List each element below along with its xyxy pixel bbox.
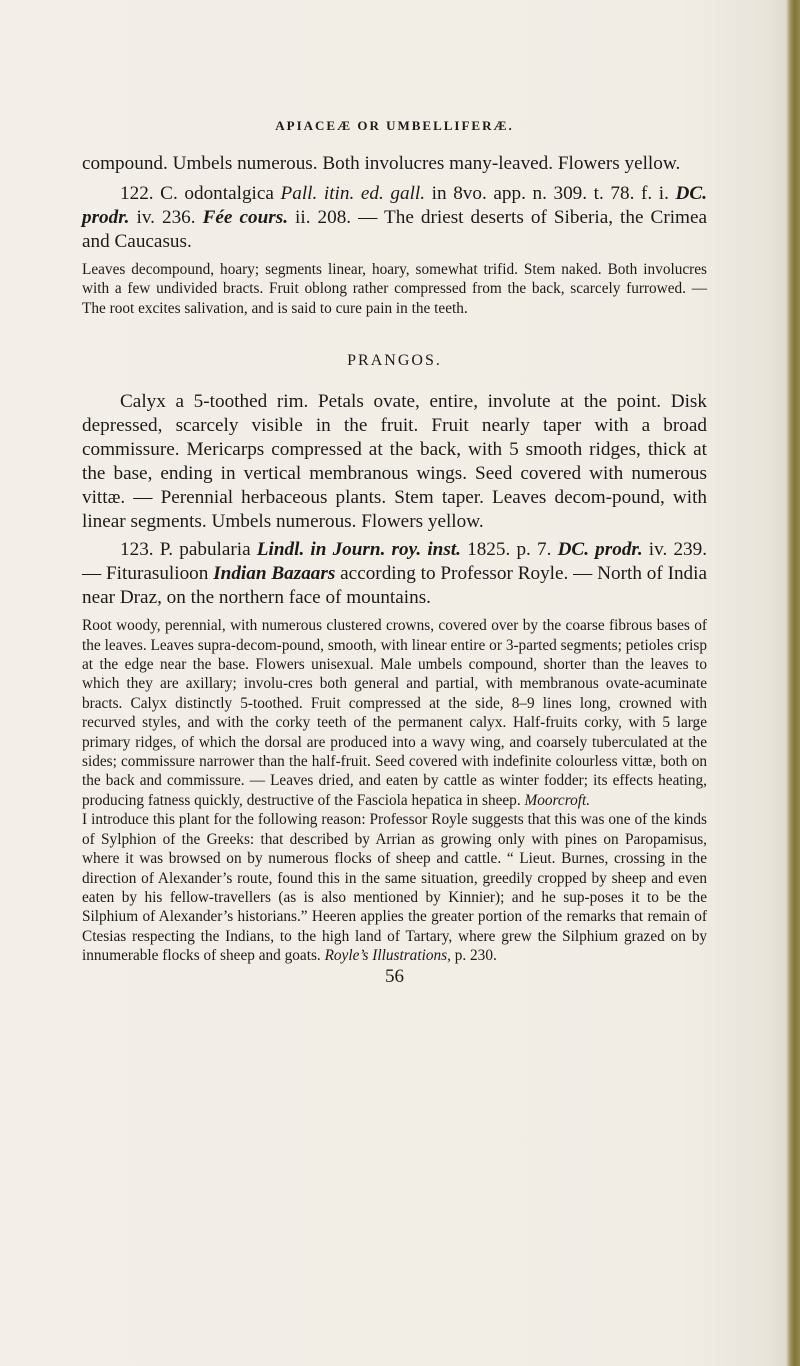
entry-123-text-1: 1825. p. 7. [460, 539, 558, 561]
entry-123-description-text: Root woody, perennial, with numerous clustered crowns, covered over by the coarse fibrous bases of the leaves. Leaves supra-decom-pound, smooth, with linear entire or 3-parted segments; petioles crisp at the edge near the base. Flowers unisexual. Male umbels compound, shorter than the leaves to which they are axillary; involu-cres both general and partial, with membranous ovate-acuminate bracts. Calyx distinctly 5-toothed. Fruit compressed at the side, 8–9 lines long, crowned with recurved styles, and with the corky teeth of the permanent calyx. Half-fruits corky, with 5 large primary ridges, of which the dorsal are produced into a wavy wing, and coarsely tuberculated at the sides; commissure narrower than the half-fruit. Seed covered with indefinite colourless vittæ, both on the back and commissure. — Leaves dried, and eaten by cattle as winter fodder; its effects heating, producing fatness quickly, destructive of the Fasciola hepatica in sheep. [82, 617, 707, 809]
entry-122 [82, 182, 707, 254]
entry-123-ref-3: Indian Bazaars [213, 563, 336, 585]
page-number: 56 [385, 965, 404, 987]
entry-123-note-page: p. 230. [450, 947, 497, 965]
entry-122-number: 122. C. odontalgica [120, 183, 274, 204]
entry-123-text-2: iv. 239. — Fiturasulioon [82, 539, 708, 585]
entry-123-description [82, 616, 707, 810]
entry-123 [82, 538, 707, 610]
entry-122-description: Leaves decompound, hoary; segments linear, hoary, somewhat trifid. Stem naked. Both involucres with a few undivided bracts. Fruit oblong rather compressed from the back, scarcely furrowed. — The root excites salivation, and is said to cure pain in the teeth. [82, 261, 707, 317]
page-binding-edge [786, 0, 800, 1366]
entry-122-ref-2: DC. prodr. [82, 183, 707, 228]
entry-122-text-1: in 8vo. app. n. 309. t. 78. f. i. [425, 183, 676, 204]
entry-122-text-3: ii. 208. — The driest deserts of Siberia, the Crimea and Caucasus. [82, 207, 707, 252]
genus-heading: PRANGOS. [347, 352, 442, 370]
entry-123-text-3: according to Professor Royle. — North of India near Draz, on the northern face of mountains. [82, 563, 707, 609]
genus-description: Calyx a 5-toothed rim. Petals ovate, entire, involute at the point. Disk depressed, scarcely visible in the fruit. Fruit nearly taper with a broad commissure. Mericarps compressed at the back, with 5 smooth ridges, thick at the base, ending in vertical membranous wings. Seed covered with numerous vittæ. — Perennial herbaceous plants. Stem taper. Leaves decom-pound, with linear segments. Umbels numerous. Flowers yellow. [82, 391, 707, 533]
entry-122-text-2: iv. 236. [129, 207, 203, 228]
entry-122-ref-3: Fée cours. [202, 207, 288, 228]
entry-123-note-source: Royle’s Illustrations, [324, 947, 451, 965]
entry-123-ref-2: DC. prodr. [557, 539, 643, 561]
entry-123-note-text: I introduce this plant for the following reason: Professor Royle suggests that this was one of the kinds of Sylphion of the Greeks: that described by Arrian as growing only with pines on Paropamisus, where it was browsed on by numerous flocks of sheep and cattle. “ Lieut. Burnes, crossing in the direction of Alexander’s route, found this in the same situation, greedily cropped by sheep and even eaten by his fellow-travellers (as is also mentioned by Kinnier); and he sup-poses it to be the Silphium of Alexander’s historians.” Heeren applies the greater portion of the remarks that remain of Ctesias respecting the Indians, to the high land of Tartary, where grew the Silphium grazed on by innumerable flocks of sheep and goats. [82, 811, 707, 965]
entry-123-ref-1: Lindl. in Journ. roy. inst. [256, 539, 461, 561]
entry-123-note [82, 810, 707, 965]
text-column [82, 118, 707, 988]
entry-122-ref-1: Pall. itin. ed. gall. [280, 183, 426, 204]
intro-paragraph: compound. Umbels numerous. Both involucres many-leaved. Flowers yellow. [82, 153, 681, 174]
entry-123-description-source: Moorcroft. [524, 791, 591, 809]
entry-123-number: 123. P. pabularia [120, 539, 251, 561]
running-head: APIACEÆ OR UMBELLIFERÆ. [275, 118, 514, 133]
